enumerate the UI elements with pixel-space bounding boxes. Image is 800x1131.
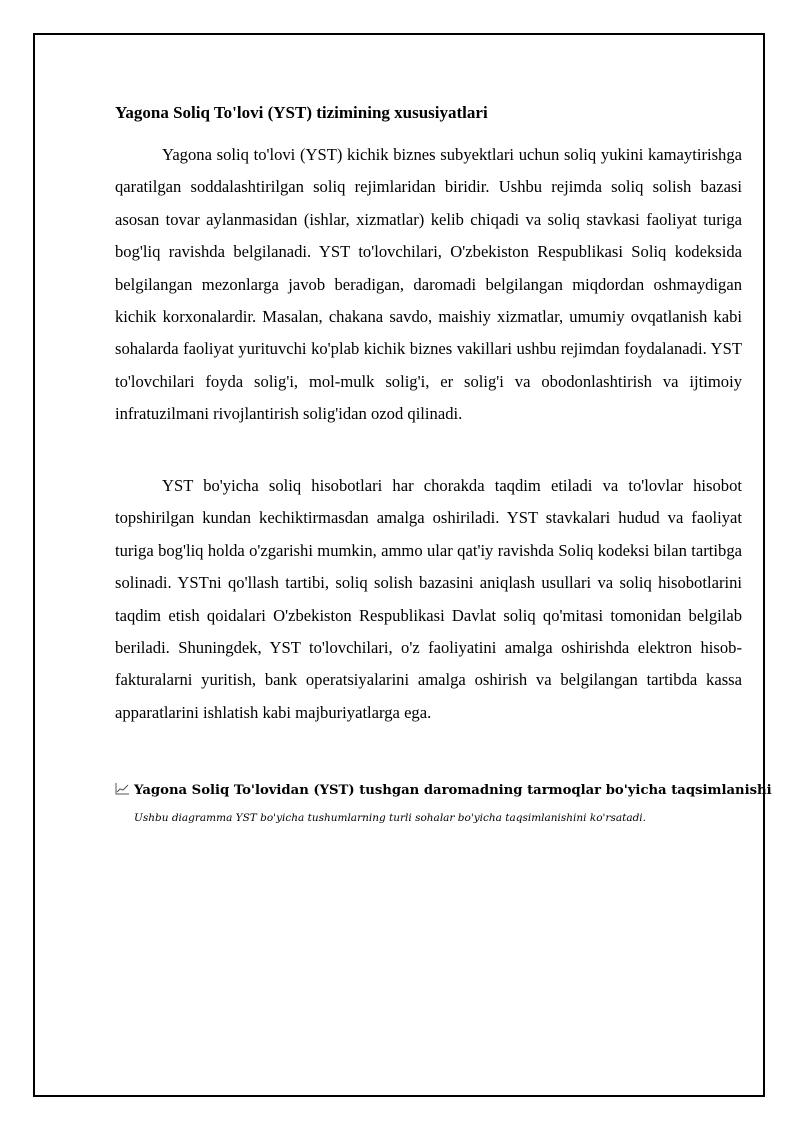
figure-note: Ushbu diagramma YST bo'yicha tushumlarning turli sohalar bo'yicha taqsimlanishini ko'rsatadi. (134, 812, 646, 824)
figure-caption (115, 782, 772, 800)
section-heading: Yagona Soliq To'lovi (YST) tizimining xususiyatlari (115, 103, 488, 122)
paragraph-1: Yagona soliq to'lovi (YST) kichik biznes subyektlari uchun soliq yukini kamaytirishga qaratilgan soddalashtirilgan soliq rejimlaridan biridir. Ushbu rejimda soliq solish bazasi asosan tovar aylanmasidan (ishlar, xizmatlar) kelib chiqadi va soliq stavkasi faoliyat turiga bog'liq ravishda belgilanadi. YST to'lovchilari, O'zbekiston Respublikasi Soliq kodeksida belgilangan mezonlarga javob beradigan, daromadi belgilangan miqdordan oshmaydigan kichik korxonalardir. Masalan, chakana savdo, maishiy xizmatlar, umumiy ovqatlanish kabi sohalarda faoliyat yurituvchi ko'plab kichik biznes vakillari ushbu rejimdan foydalanadi. YST to'lovchilari foyda solig'i, mol-mulk solig'i, er solig'i va obodonlashtirish va ijtimoiy infratuzilmani rivojlantirish solig'idan ozod qilinadi. (115, 145, 742, 424)
paragraph-2: YST bo'yicha soliq hisobotlari har chorakda taqdim etiladi va to'lovlar hisobot topshirilgan kundan kechiktirmasdan amalga oshiriladi. YST stavkalari hudud va faoliyat turiga bog'liq holda o'zgarishi mumkin, ammo ular qat'iy ravishda Soliq kodeksi bilan tartibga solinadi. YSTni qo'llash tartibi, soliq solish bazasini aniqlash usullari va soliq hisobotlarini taqdim etish qoidalari O'zbekiston Respublikasi Davlat soliq qo'mitasi tomonidan belgilab beriladi. Shuningdek, YST to'lovchilari, o'z faoliyatini amalga oshirishda elektron hisob-fakturalarni yuritish, bank operatsiyalarini amalga oshirish va belgilangan tartibda kassa apparatlarini ishlatish kabi majburiyatlarga ega. (115, 476, 742, 722)
chart-icon (115, 782, 130, 795)
figure-caption-text: Yagona Soliq To'lovidan (YST) tushgan daromadning tarmoqlar bo'yicha taqsimlanishi (134, 783, 772, 798)
